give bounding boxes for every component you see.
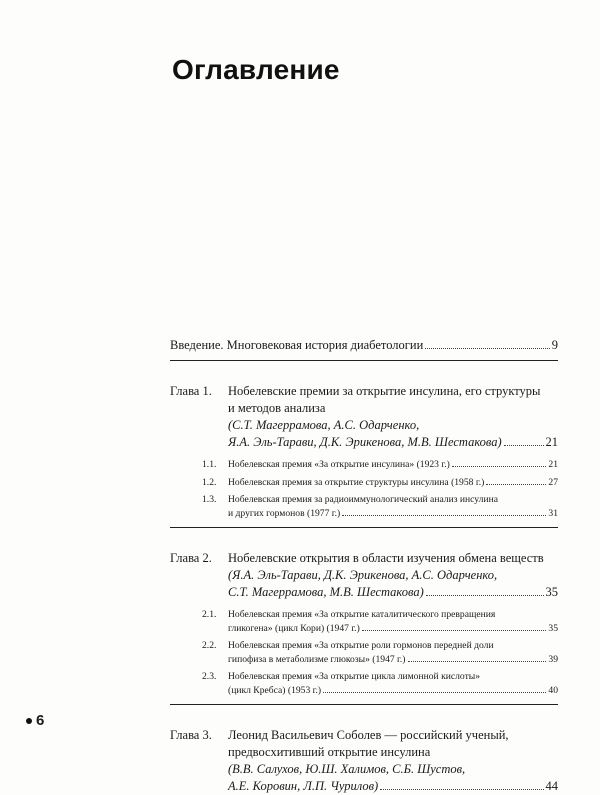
- bullet-icon: [26, 718, 32, 724]
- chapter-authors: А.Е. Коровин, Л.П. Чурилов): [228, 779, 379, 793]
- page-title: Оглавление: [172, 54, 340, 85]
- divider: [170, 527, 558, 528]
- subsection-number: 1.1.: [202, 459, 217, 470]
- dot-leader: [342, 515, 546, 516]
- toc-entry-subsection[interactable]: [170, 639, 558, 666]
- dot-leader: [452, 466, 547, 467]
- subsection-title-line: Нобелевская премия за открытие структуры инсулина (1958 г.): [228, 476, 485, 488]
- chapter-authors: (Я.А. Эль-Тарави, Д.К. Эрикенова, А.С. Одарченко,: [228, 568, 498, 582]
- dot-leader: [486, 484, 546, 485]
- chapter-label: Глава 2.: [170, 551, 212, 565]
- toc-page-number: 21: [548, 459, 558, 470]
- subsection-text: [228, 476, 558, 490]
- subsection-last-line: [228, 476, 558, 490]
- subsection-number: 1.3.: [202, 494, 217, 505]
- toc-page-number: 40: [548, 684, 558, 696]
- subsection-title-line: (цикл Кребса) (1953 г.): [228, 684, 322, 696]
- toc-entry-chapter-1[interactable]: [170, 383, 558, 451]
- toc-chapter: [170, 727, 558, 795]
- toc-entry-chapter-3[interactable]: [170, 727, 558, 795]
- toc-page-number: 21: [545, 435, 558, 449]
- subsection-text: [228, 670, 558, 697]
- toc-entry-chapter-2[interactable]: [170, 550, 558, 601]
- subsection-title-line: Нобелевская премия «За открытие каталитического превращения: [228, 609, 496, 620]
- toc-entry-introduction[interactable]: [170, 338, 558, 353]
- dot-leader: [408, 661, 547, 662]
- toc-page-number: 39: [548, 653, 558, 665]
- chapter-authors: Я.А. Эль-Тарави, Д.К. Эрикенова, М.В. Шестакова): [228, 435, 502, 449]
- chapter-title-line: Нобелевские премии за открытие инсулина, его структуры: [228, 384, 541, 398]
- toc-chapter: [170, 383, 558, 528]
- subsection-last-line: [228, 622, 558, 636]
- chapter-authors-row: [228, 584, 558, 601]
- toc-entry-title: Введение. Многовековая история диабетологии: [170, 338, 424, 352]
- subsection-text: [228, 608, 558, 635]
- chapter-title: [228, 727, 558, 795]
- chapter-label: Глава 3.: [170, 728, 212, 742]
- dot-leader: [426, 595, 544, 596]
- chapter-label: Глава 1.: [170, 384, 212, 398]
- dot-leader: [504, 445, 544, 446]
- toc-entry-subsection[interactable]: [170, 476, 558, 490]
- page-number: [26, 712, 44, 729]
- divider: [170, 360, 558, 361]
- chapter-authors: (В.В. Салухов, Ю.Ш. Халимов, С.Б. Шустов,: [228, 762, 466, 776]
- subsection-text: [228, 493, 558, 520]
- chapter-title-line: Нобелевские открытия в области изучения обмена веществ: [228, 551, 544, 565]
- subsection-last-line: [228, 684, 558, 698]
- subsection-number: 1.2.: [202, 476, 217, 488]
- chapter-authors-row: [228, 778, 558, 795]
- subsection-number: 2.2.: [202, 640, 217, 651]
- subsection-title-line: Нобелевская премия за радиоиммунологический анализ инсулина: [228, 494, 498, 505]
- subsection-list: [170, 458, 558, 520]
- chapter-authors: (С.Т. Магеррамова, А.С. Одарченко,: [228, 418, 420, 432]
- toc-entry-subsection[interactable]: [170, 608, 558, 635]
- subsection-title-line: Нобелевская премия «За открытие цикла лимонной кислоты»: [228, 671, 481, 682]
- toc-page-number: 44: [545, 779, 558, 793]
- chapter-title: [228, 550, 558, 601]
- dot-leader: [323, 692, 546, 693]
- subsection-last-line: [228, 458, 558, 472]
- subsection-last-line: [228, 507, 558, 521]
- subsection-list: [170, 608, 558, 697]
- toc-page-number: 35: [548, 622, 558, 634]
- dot-leader: [362, 630, 547, 631]
- chapter-authors-row: [228, 434, 558, 451]
- chapter-title-line: и методов анализа: [228, 401, 326, 415]
- folio-number: 6: [36, 712, 45, 729]
- divider: [170, 704, 558, 705]
- chapter-title: [228, 383, 558, 451]
- subsection-text: [228, 639, 558, 666]
- chapter-authors: С.Т. Магеррамова, М.В. Шестакова): [228, 585, 424, 599]
- toc-chapter: [170, 550, 558, 705]
- toc-page-number: 35: [545, 585, 558, 599]
- subsection-number: 2.1.: [202, 609, 217, 620]
- subsection-number: 2.3.: [202, 671, 217, 682]
- toc-page-number: 9: [551, 338, 558, 352]
- subsection-title-line: Нобелевская премия «За открытие роли гормонов передней доли: [228, 640, 494, 651]
- toc-entry-subsection[interactable]: [170, 670, 558, 697]
- table-of-contents: [170, 338, 558, 795]
- subsection-title-line: гипофиза в метаболизме глюкозы» (1947 г.): [228, 653, 406, 665]
- subsection-title-line: Нобелевская премия «За открытие инсулина» (1923 г.): [228, 459, 450, 470]
- subsection-title-line: гликогена» (цикл Кори) (1947 г.): [228, 622, 360, 634]
- chapter-title-line: Леонид Васильевич Соболев — российский ученый,: [228, 728, 509, 742]
- subsection-title-line: и других гормонов (1977 г.): [228, 507, 341, 519]
- toc-entry-subsection[interactable]: [170, 493, 558, 520]
- dot-leader: [380, 789, 543, 790]
- toc-page-number: 27: [548, 476, 558, 488]
- subsection-text: [228, 458, 558, 472]
- toc-entry-subsection[interactable]: [170, 458, 558, 472]
- subsection-last-line: [228, 653, 558, 667]
- dot-leader: [425, 348, 549, 349]
- chapter-title-line: предвосхитивший открытие инсулина: [228, 745, 431, 759]
- toc-page-number: 31: [548, 507, 558, 519]
